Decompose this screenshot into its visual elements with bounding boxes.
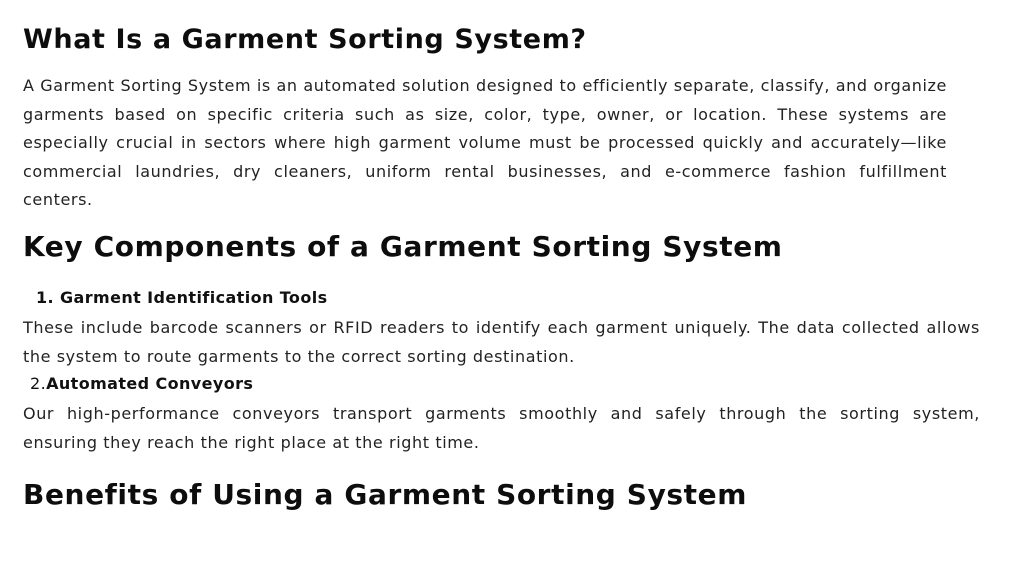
section-heading-benefits: Benefits of Using a Garment Sorting System [23, 478, 748, 511]
component-1-description: These include barcode scanners or RFID readers to identify each garment uniquely. The data collected allows the system to route garments to the correct sorting destination. [23, 318, 980, 366]
component-2-number: 2. [30, 374, 47, 393]
component-1-title [36, 288, 328, 307]
component-2-title [30, 374, 253, 393]
component-1-title-text: Garment Identification Tools [60, 288, 328, 307]
section-heading-key-components: Key Components of a Garment Sorting System [23, 230, 783, 263]
intro-paragraph: A Garment Sorting System is an automated solution designed to efficiently separate, classify, and organize garments based on specific criteria such as size, color, type, owner, or location. These systems are especially crucial in sectors where high garment volume must be processed quickly and accurately—like commercial laundries, dry cleaners, uniform rental businesses, and e-commerce fashion fulfillment centers. [23, 76, 947, 209]
section-heading-what-is: What Is a Garment Sorting System? [23, 24, 587, 55]
component-1-number: 1. [36, 288, 55, 307]
component-2-title-text: Automated Conveyors [46, 374, 254, 393]
component-2-description: Our high-performance conveyors transport garments smoothly and safely through the sorting system, ensuring they reach the right place at the right time. [23, 404, 980, 452]
